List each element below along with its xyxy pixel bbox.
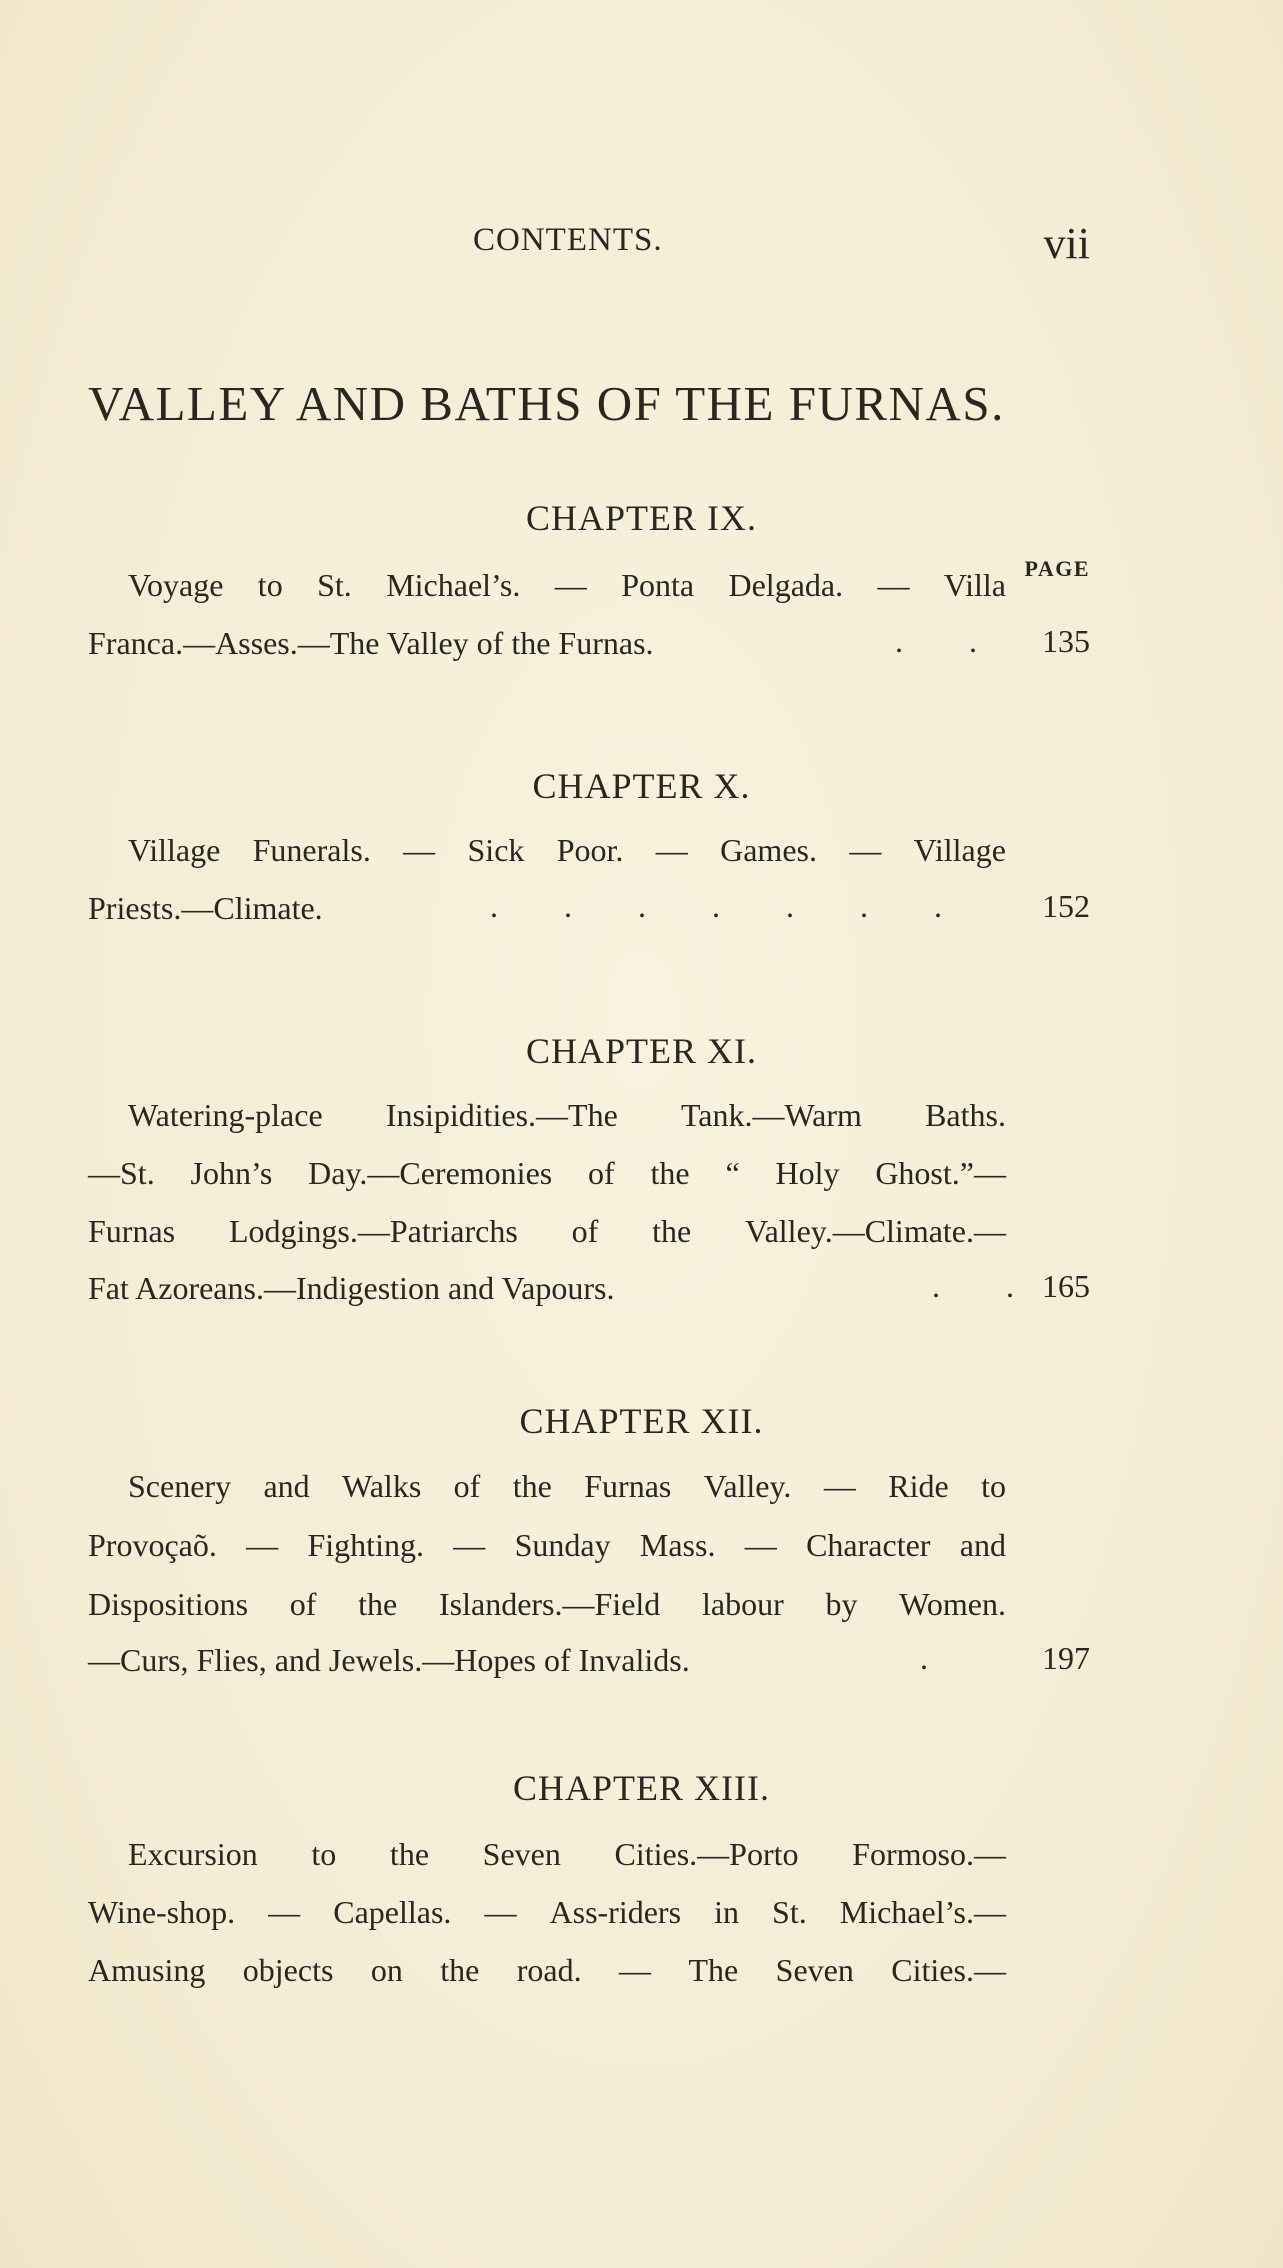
running-head — [90, 219, 1090, 272]
entry-word: — — [403, 832, 436, 868]
entry-word: in — [714, 1894, 739, 1930]
entry-word: —St. — [88, 1155, 155, 1191]
entry-word: Village — [913, 832, 1006, 868]
running-title: CONTENTS. — [473, 222, 663, 258]
entry-word: — — [246, 1527, 279, 1563]
entry-word: the — [512, 1468, 552, 1504]
entry-line — [88, 1525, 1006, 1565]
chapter-heading: CHAPTER X. — [532, 766, 751, 806]
entry-word: Funerals. — [252, 832, 371, 868]
entry-word: Voyage — [128, 567, 224, 603]
entry-word: Dispositions — [88, 1586, 249, 1622]
page-number-roman: vii — [1043, 219, 1090, 268]
entry-word: St. — [317, 567, 352, 603]
dot-leaders: . — [920, 1640, 928, 1676]
entry-page-number: 165 — [1042, 1268, 1090, 1304]
chapter-heading: CHAPTER XI. — [525, 1031, 757, 1071]
entry-word: — — [744, 1527, 777, 1563]
entry-word: — — [484, 1894, 517, 1930]
entry-word: Islanders.—Field — [438, 1586, 661, 1622]
entry-word: Delgada. — [728, 567, 844, 603]
entry-word: Ride — [888, 1468, 949, 1504]
entry-word: Seven — [482, 1836, 561, 1872]
entry-word: Ghost.”— — [875, 1155, 1006, 1191]
entry-word: Sunday — [514, 1527, 611, 1563]
entry-word: Cities.—Porto — [614, 1836, 799, 1872]
entry-word: “ — [725, 1155, 740, 1191]
entry-word: Ponta — [621, 567, 695, 603]
dot-leaders: . . — [932, 1268, 1014, 1304]
entry-word: Games. — [720, 832, 817, 868]
entry-word: Character — [806, 1527, 931, 1563]
entry-page-number: 152 — [1042, 888, 1090, 924]
entry-word: Cities.— — [891, 1952, 1006, 1988]
entry-word: to — [981, 1468, 1006, 1504]
entry-page-number: 197 — [1042, 1640, 1090, 1676]
entry-word: Ass-riders — [549, 1894, 682, 1930]
entry-word: — — [877, 567, 910, 603]
entry-word: Village — [128, 832, 221, 868]
entry-line — [88, 1211, 1006, 1251]
entry-word: the — [389, 1836, 430, 1872]
entry-word: the — [358, 1586, 398, 1622]
entry-word: John’s — [190, 1155, 273, 1191]
entry-line — [88, 1153, 1006, 1193]
entry-word: — — [823, 1468, 856, 1504]
entry-word: labour — [702, 1586, 784, 1622]
entry-word: Sick — [467, 832, 525, 868]
entry-word: to — [257, 567, 283, 603]
entry-word: Priests.—Climate. — [88, 890, 323, 926]
entry-word: Watering-place — [128, 1097, 323, 1133]
entry-word: Valley.—Climate.— — [745, 1213, 1006, 1249]
entry-word: objects — [242, 1952, 334, 1988]
entry-word: Excursion — [128, 1836, 258, 1872]
entry-word: Walks — [342, 1468, 422, 1504]
entry-word: — — [453, 1527, 486, 1563]
entry-word: Fighting. — [307, 1527, 424, 1563]
page-column-label: PAGE — [1024, 556, 1090, 581]
entry-line — [88, 1950, 1006, 1990]
entry-word: St. — [772, 1894, 807, 1930]
entry-line — [128, 830, 1006, 870]
entry-word: of — [289, 1586, 317, 1622]
entry-word: Seven — [775, 1952, 854, 1988]
entry-word: Franca.—Asses.—The Valley of the Furnas. — [88, 625, 654, 661]
entry-word: Scenery — [128, 1468, 232, 1504]
entry-word: Formoso.— — [852, 1836, 1006, 1872]
entry-line — [88, 1584, 1006, 1624]
entry-word: The — [688, 1952, 739, 1988]
entry-line — [88, 1892, 1006, 1932]
entry-word: Poor. — [556, 832, 624, 868]
entry-word: of — [453, 1468, 481, 1504]
entry-word: of — [588, 1155, 615, 1191]
entry-line — [88, 1268, 614, 1308]
entry-word: of — [571, 1213, 599, 1249]
entry-word: Lodgings.—Patriarchs — [228, 1213, 518, 1249]
chapter-heading: CHAPTER IX. — [525, 498, 757, 538]
entry-word: to — [311, 1836, 337, 1872]
entry-word: —Curs, Flies, and Jewels.—Hopes of Invalids. — [88, 1642, 690, 1678]
part-title: VALLEY AND BATHS OF THE FURNAS. — [88, 376, 1005, 431]
entry-page-number: 135 — [1042, 623, 1090, 659]
entry-word: — — [268, 1894, 301, 1930]
entry-word: road. — [516, 1952, 582, 1988]
entry-word: and — [263, 1468, 310, 1504]
entry-word: Holy — [775, 1155, 840, 1191]
entry-word: Baths. — [925, 1097, 1006, 1133]
entry-word: — — [655, 832, 688, 868]
entry-line — [88, 623, 654, 663]
dot-leaders: . . — [895, 623, 977, 659]
entry-word: and — [959, 1527, 1006, 1563]
entry-word: by — [825, 1586, 858, 1622]
entry-word: Michael’s. — [386, 567, 521, 603]
entry-word: the — [650, 1155, 690, 1191]
entry-line — [88, 888, 323, 928]
entry-word: Furnas — [88, 1213, 176, 1249]
entry-word: Valley. — [703, 1468, 792, 1504]
entry-line — [128, 1834, 1006, 1874]
chapter-heading: CHAPTER XII. — [519, 1401, 764, 1441]
entry-word: the — [652, 1213, 692, 1249]
entry-line — [128, 565, 1006, 605]
entry-word: Capellas. — [333, 1894, 452, 1930]
entry-word: Women. — [899, 1586, 1006, 1622]
entry-word: — — [849, 832, 882, 868]
entry-word: Provoçaõ. — [88, 1527, 217, 1563]
dot-leaders: . . . . . . . — [490, 888, 942, 924]
chapter-heading: CHAPTER XIII. — [513, 1768, 770, 1808]
entry-word: Villa — [943, 567, 1006, 603]
entry-word: Insipidities.—The — [385, 1097, 618, 1133]
entry-word: Wine-shop. — [88, 1894, 236, 1930]
entry-word: — — [619, 1952, 652, 1988]
entry-word: Tank.—Warm — [680, 1097, 862, 1133]
entry-word: the — [440, 1952, 480, 1988]
entry-line — [128, 1095, 1006, 1135]
entry-word: Mass. — [639, 1527, 716, 1563]
entry-word: Fat Azoreans.—Indigestion and Vapours. — [88, 1270, 615, 1306]
entry-word: Day.—Ceremonies — [308, 1155, 553, 1191]
entry-line — [128, 1466, 1006, 1506]
entry-word: Amusing — [88, 1952, 206, 1988]
entry-word: on — [370, 1952, 403, 1988]
entry-word: — — [554, 567, 587, 603]
entry-line — [88, 1640, 690, 1680]
entry-word: Furnas — [584, 1468, 672, 1504]
entry-word: Michael’s.— — [839, 1894, 1006, 1930]
